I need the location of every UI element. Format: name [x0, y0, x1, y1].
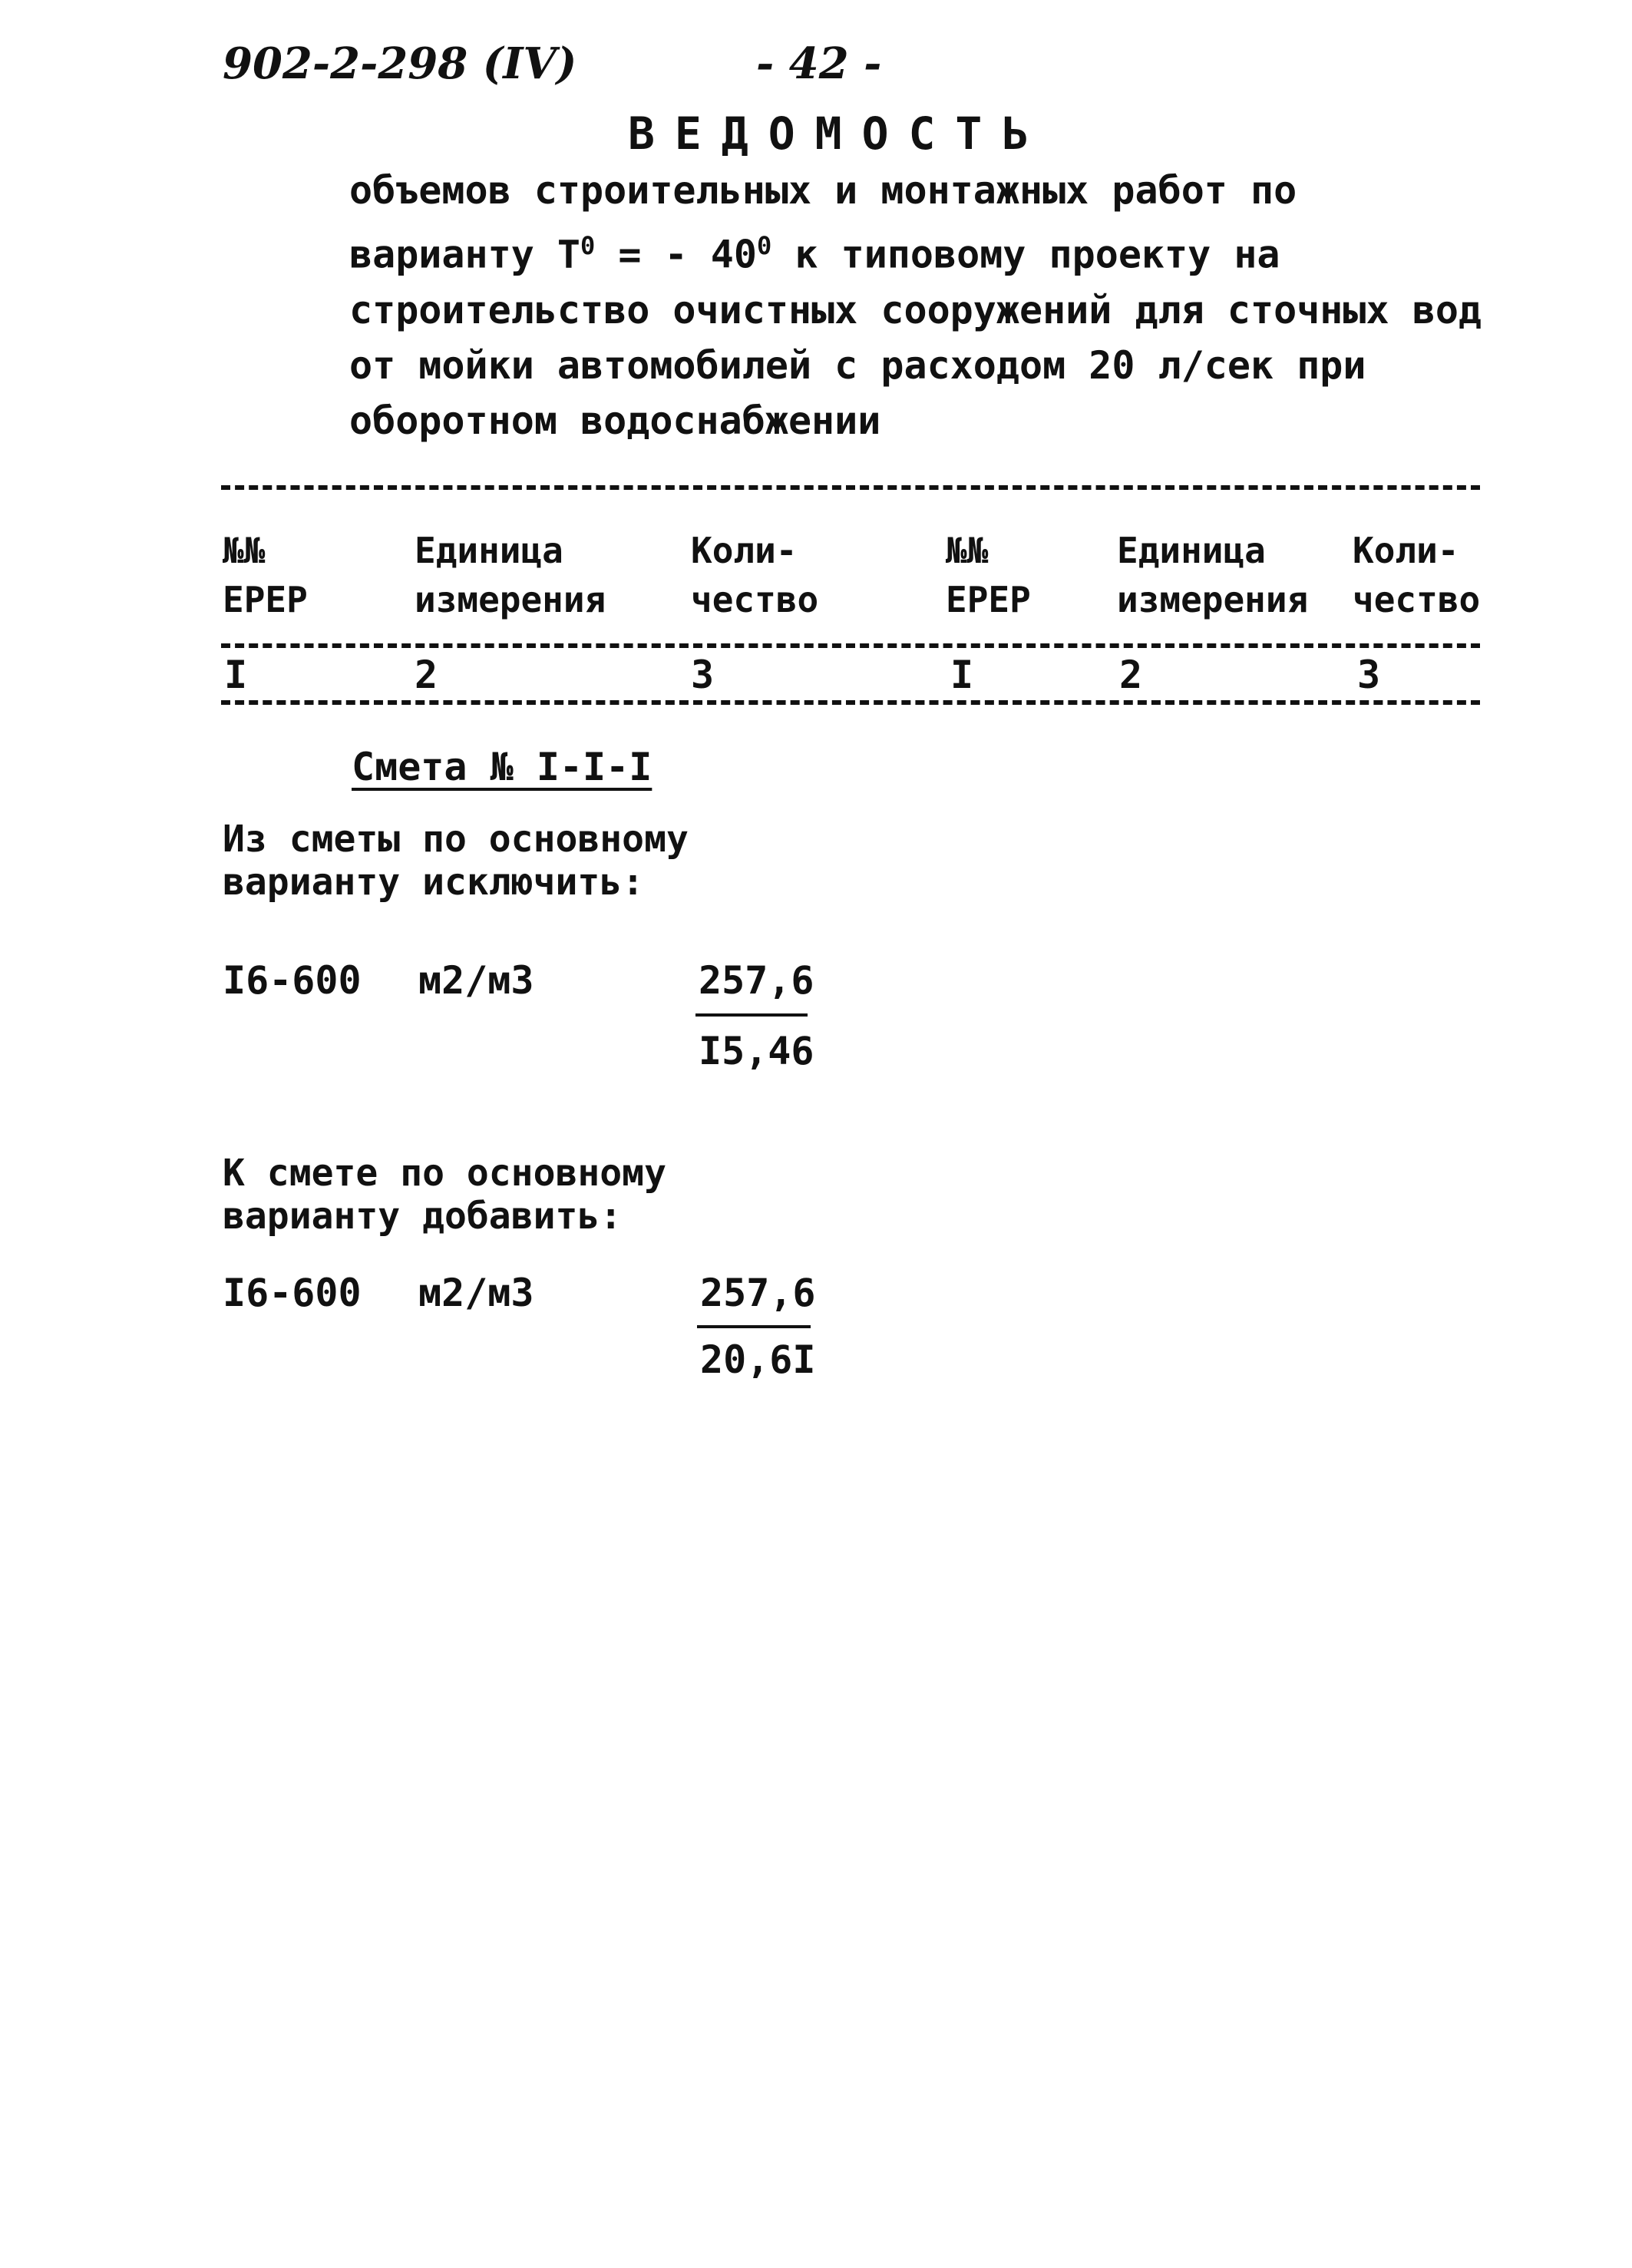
add-fraction-bar: [697, 1325, 811, 1328]
header-col-3-line-1: Коли-: [691, 530, 798, 571]
add-code: I6-600: [223, 1271, 362, 1315]
header-col-5: [1117, 526, 1308, 624]
header-col-3-line-2: чество: [691, 579, 819, 620]
exclude-label: [223, 818, 689, 904]
header-col-5-line-1: Единица: [1117, 530, 1266, 571]
add-label-line-1: К смете по основному: [223, 1152, 666, 1195]
exclude-unit: м2/м3: [418, 958, 534, 1003]
header-col-1: [223, 526, 308, 624]
add-unit: м2/м3: [418, 1271, 534, 1315]
column-number-2: 2: [415, 653, 438, 697]
column-number-3: 3: [691, 653, 715, 697]
header-col-2-line-1: Единица: [415, 530, 563, 571]
add-numerator: 257,6: [700, 1271, 816, 1315]
description-sup-2: 0: [757, 231, 772, 260]
exclude-code: I6-600: [223, 958, 362, 1003]
add-denominator: 20,6I: [700, 1337, 816, 1382]
document-code: 902-2-298 (IV): [223, 38, 577, 89]
column-number-6: 3: [1357, 653, 1381, 697]
column-number-5: 2: [1119, 653, 1143, 697]
header-col-4-line-2: ЕРЕР: [946, 579, 1031, 620]
column-number-1: I: [224, 653, 248, 697]
document-description: [349, 163, 1501, 448]
estimate-title: Смета № I-I-I: [352, 745, 652, 789]
header-col-2: [415, 526, 606, 624]
exclude-numerator: 257,6: [699, 958, 814, 1003]
header-bottom-rule: [221, 700, 1480, 705]
table-top-rule: [221, 485, 1480, 490]
header-col-6-line-1: Коли-: [1353, 530, 1459, 571]
header-col-1-line-1: №№: [223, 530, 266, 571]
header-col-6-line-2: чество: [1353, 579, 1481, 620]
column-number-4: I: [950, 653, 974, 697]
header-col-2-line-2: измерения: [415, 579, 606, 620]
document-title: ВЕДОМОСТЬ: [628, 107, 1049, 160]
exclude-label-line-1: Из сметы по основному: [223, 818, 689, 861]
header-col-4-line-1: №№: [946, 530, 989, 571]
header-col-6: [1353, 526, 1480, 624]
add-label: [223, 1152, 666, 1238]
header-col-5-line-2: измерения: [1117, 579, 1309, 620]
exclude-fraction-bar: [695, 1013, 808, 1017]
description-part-2: = - 40: [595, 232, 758, 277]
page-number: - 42 -: [756, 38, 882, 89]
exclude-denominator: I5,46: [699, 1029, 814, 1073]
add-label-line-2: варианту добавить:: [223, 1195, 623, 1238]
header-col-3: [691, 526, 818, 624]
description-sup-1: 0: [580, 231, 596, 260]
description-part-3: к типовому проекту на строительство очистных сооружений для сточных вод от мойки автомобилей с расходом 20 л/сек при оборотном водоснабжении: [349, 232, 1482, 443]
header-col-4: [946, 526, 1031, 624]
description-part-1: объемов строительных и монтажных работ по варианту Т: [349, 168, 1297, 277]
header-mid-rule: [221, 643, 1480, 648]
header-col-1-line-2: ЕРЕР: [223, 579, 308, 620]
exclude-label-line-2: варианту исключить:: [223, 861, 645, 904]
